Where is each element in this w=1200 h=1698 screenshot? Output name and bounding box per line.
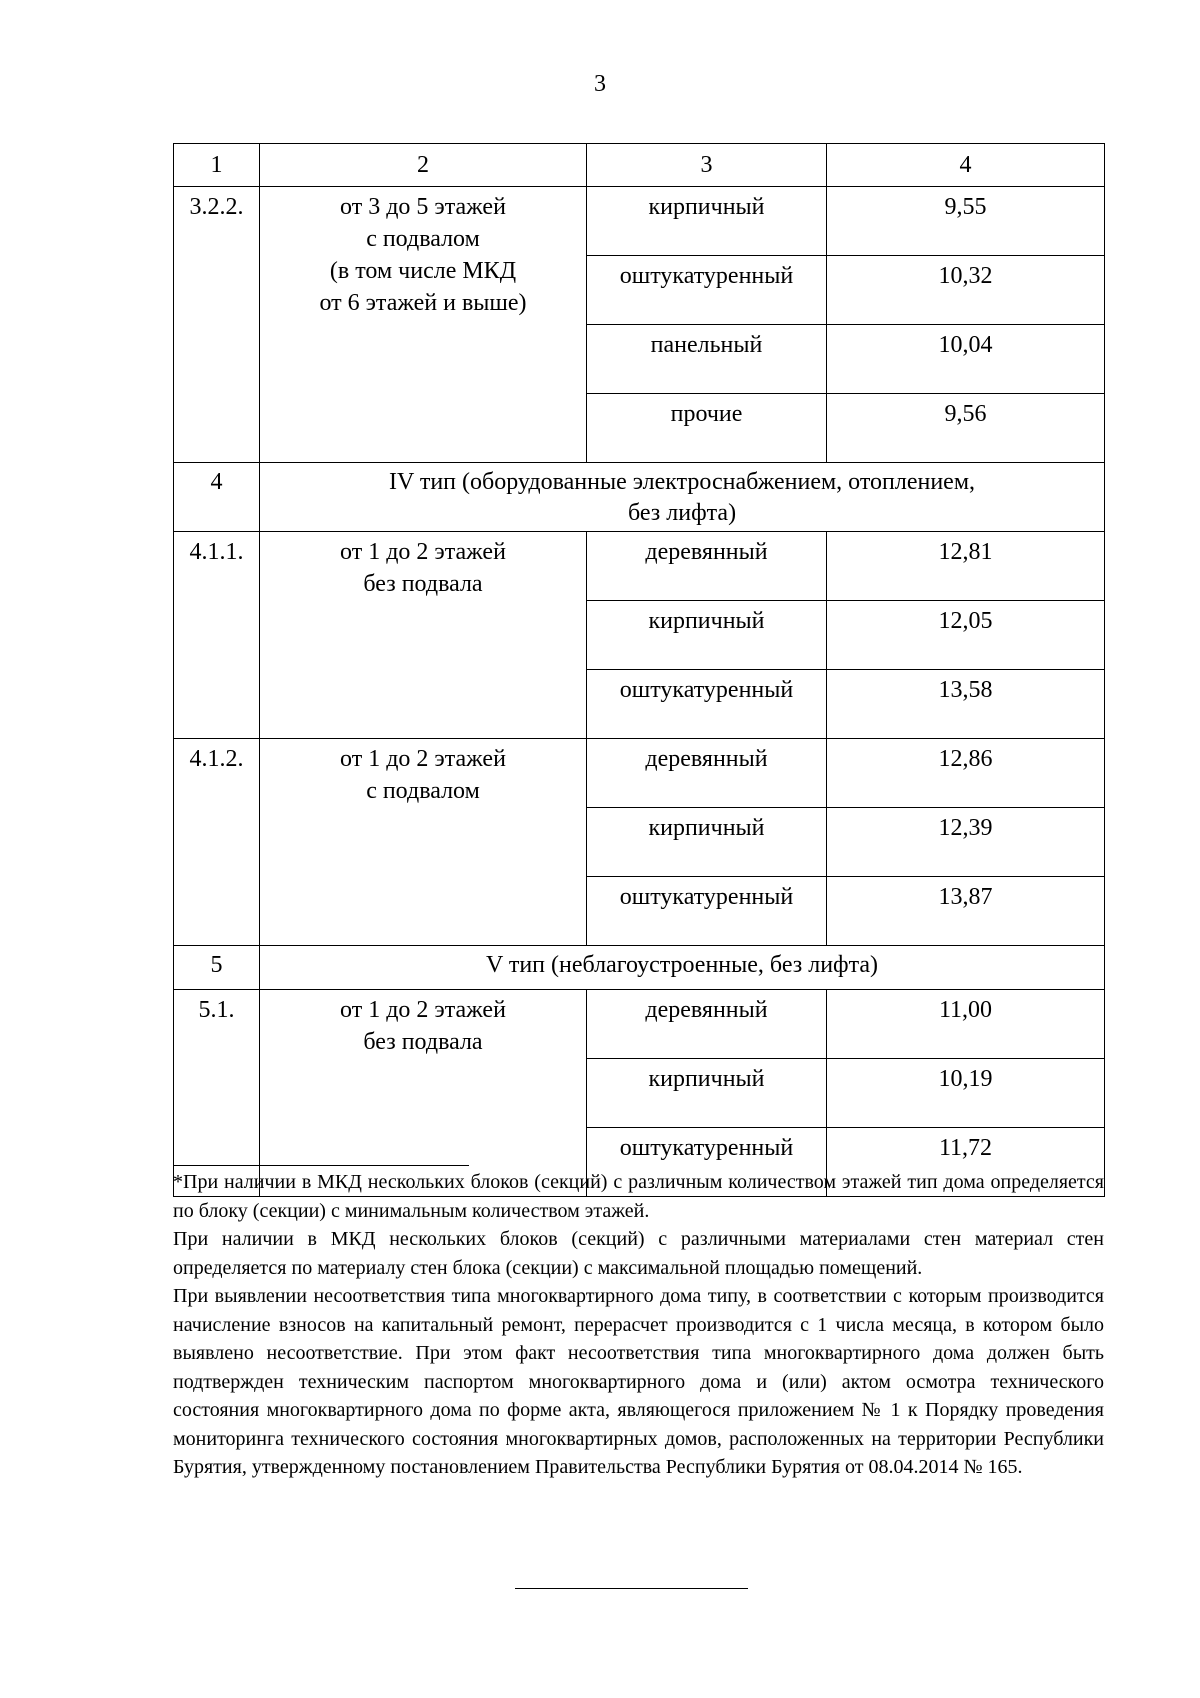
rate-value: 13,58 [827, 670, 1105, 739]
wall-material: деревянный [587, 739, 827, 808]
rate-value: 10,04 [827, 325, 1105, 394]
table-row [174, 187, 1105, 256]
rate-value: 12,39 [827, 808, 1105, 877]
wall-material: оштукатуренный [587, 256, 827, 325]
column-header: 1 [174, 144, 260, 187]
footnote-paragraph: *При наличии в МКД нескольких блоков (секций) с различным количеством этажей тип дома определяется по блоку (секции) с минимальным количеством этажей. [173, 1171, 1104, 1222]
rate-value: 12,81 [827, 532, 1105, 601]
wall-material: кирпичный [587, 808, 827, 877]
wall-material: деревянный [587, 990, 827, 1059]
row-description: от 1 до 2 этажей без подвала [260, 532, 587, 739]
table-row [174, 532, 1105, 601]
rate-value: 11,00 [827, 990, 1105, 1059]
footnotes [173, 1168, 1104, 1482]
section-code: 4 [174, 463, 260, 532]
rate-value: 10,32 [827, 256, 1105, 325]
column-header: 4 [827, 144, 1105, 187]
tariff-table [173, 143, 1105, 1197]
end-separator [515, 1588, 748, 1589]
column-header: 3 [587, 144, 827, 187]
rate-value: 9,55 [827, 187, 1105, 256]
wall-material: кирпичный [587, 1059, 827, 1128]
wall-material: прочие [587, 394, 827, 463]
footnote-separator [173, 1165, 469, 1166]
wall-material: панельный [587, 325, 827, 394]
wall-material: кирпичный [587, 187, 827, 256]
section-code: 5 [174, 946, 260, 990]
wall-material: оштукатуренный [587, 670, 827, 739]
table-row [174, 990, 1105, 1059]
row-code: 3.2.2. [174, 187, 260, 463]
wall-material: оштукатуренный [587, 1128, 827, 1197]
rate-value: 13,87 [827, 877, 1105, 946]
row-code: 4.1.1. [174, 532, 260, 739]
row-code: 5.1. [174, 990, 260, 1197]
table-header-row [174, 144, 1105, 187]
column-header: 2 [260, 144, 587, 187]
row-description: от 3 до 5 этажей с подвалом (в том числе МКД от 6 этажей и выше) [260, 187, 587, 463]
section-title: IV тип (оборудованные электроснабжением, отоплением, без лифта) [260, 463, 1105, 532]
wall-material: деревянный [587, 532, 827, 601]
rate-value: 9,56 [827, 394, 1105, 463]
footnote-paragraph: При выявлении несоответствия типа многоквартирного дома типу, в соответствии с которым производится начисление взносов на капитальный ремонт, перерасчет производится с 1 числа месяца, в котором было выявлено несоответствие. При этом факт несоответствия типа многоквартирного дома должен быть подтвержден техническим паспортом многоквартирного дома и (или) актом осмотра технического состояния многоквартирного дома по форме акта, являющегося приложением № 1 к Порядку проведения мониторинга технического состояния многоквартирных домов, расположенных на территории Республики Бурятия, утвержденному постановлением Правительства Республики Бурятия от 08.04.2014 № 165. [173, 1285, 1104, 1478]
rate-value: 10,19 [827, 1059, 1105, 1128]
rate-value: 12,05 [827, 601, 1105, 670]
footnote-paragraph: При наличии в МКД нескольких блоков (секций) с различными материалами стен материал стен определяется по материалу стен блока (секции) с максимальной площадью помещений. [173, 1228, 1104, 1279]
row-description: от 1 до 2 этажей без подвала [260, 990, 587, 1197]
section-title: V тип (неблагоустроенные, без лифта) [260, 946, 1105, 990]
wall-material: оштукатуренный [587, 877, 827, 946]
rate-value: 11,72 [827, 1128, 1105, 1197]
row-code: 4.1.2. [174, 739, 260, 946]
row-description: от 1 до 2 этажей с подвалом [260, 739, 587, 946]
section-row [174, 946, 1105, 990]
rate-value: 12,86 [827, 739, 1105, 808]
page-number: 3 [594, 71, 606, 97]
table-row [174, 739, 1105, 808]
section-row [174, 463, 1105, 532]
wall-material: кирпичный [587, 601, 827, 670]
